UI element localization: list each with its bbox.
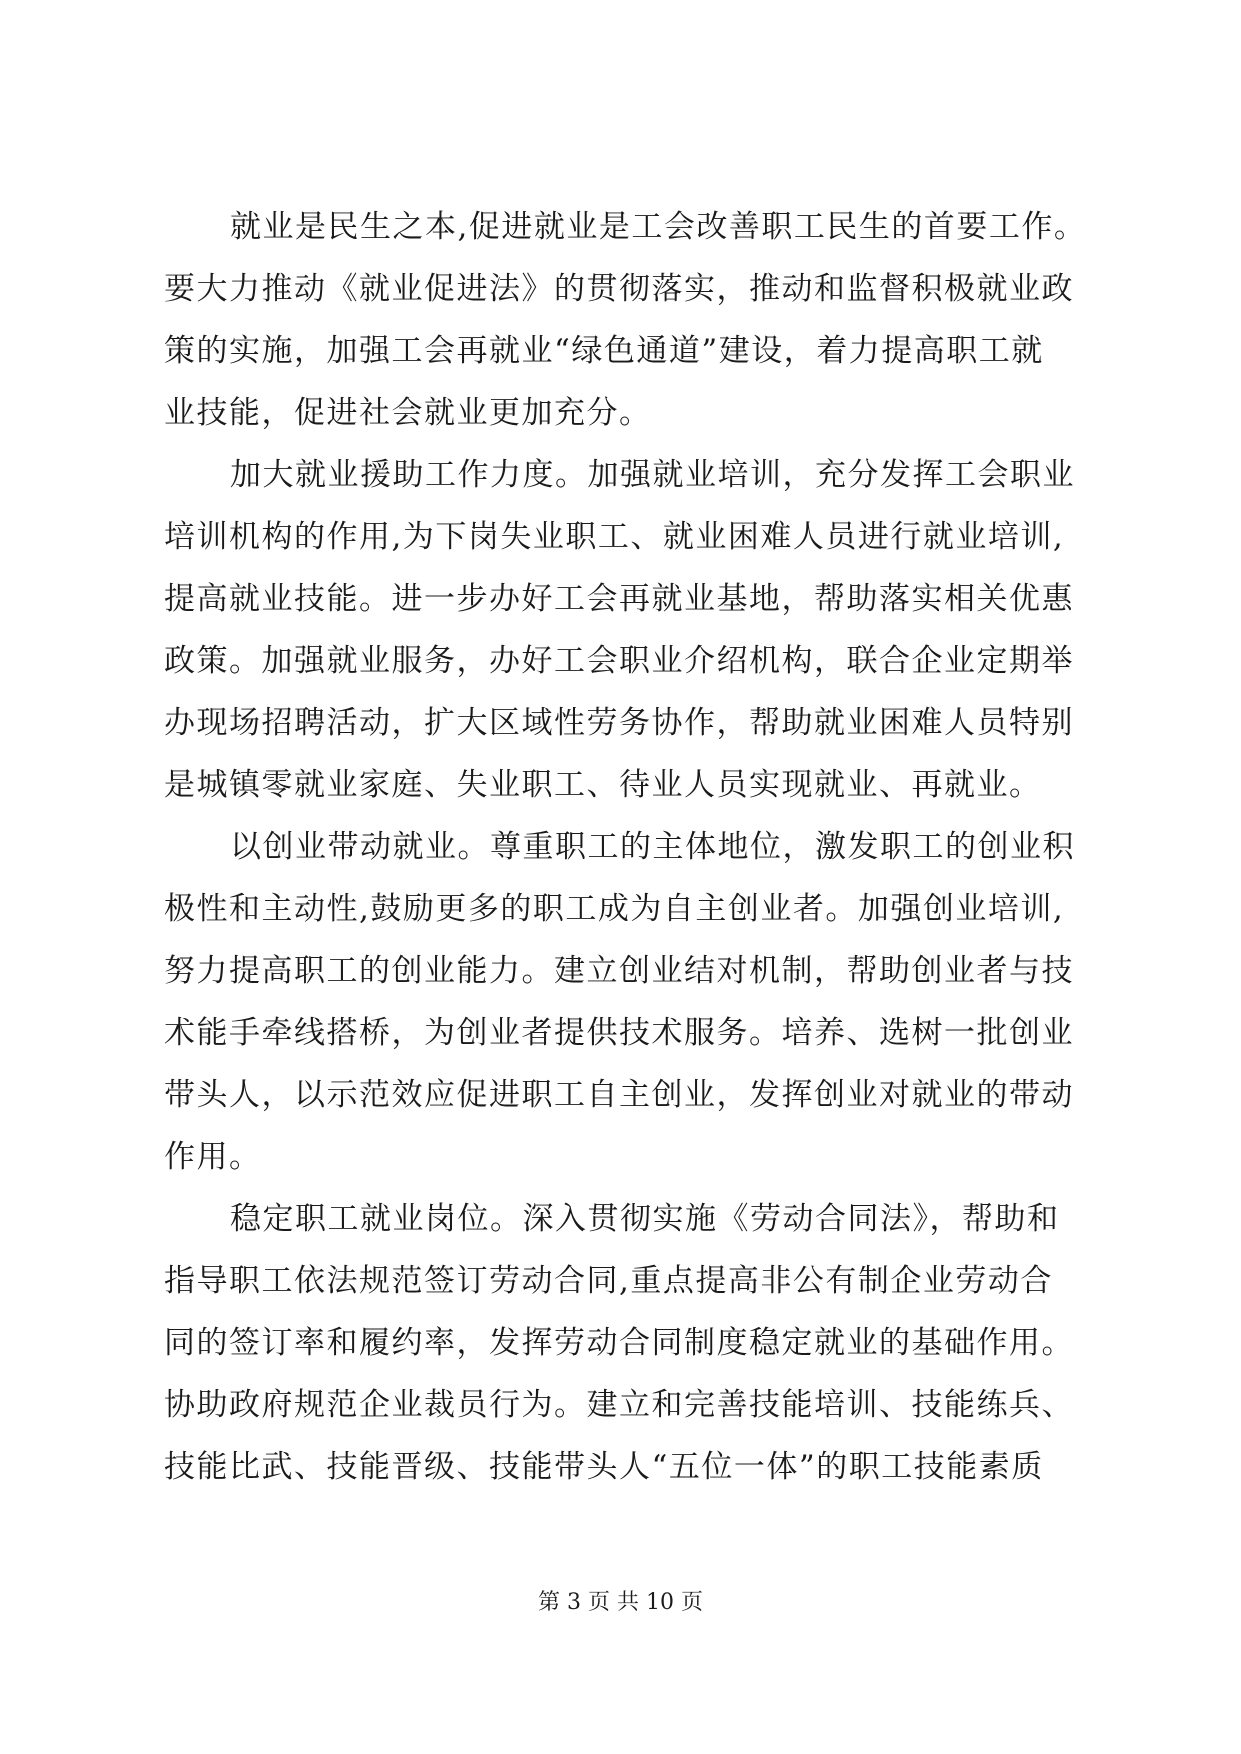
text-line: 就业是民生之本,促进就业是工会改善职工民生的首要工作。: [230, 209, 1087, 245]
document-body: [164, 196, 1087, 1498]
text-line: 术能手牵线搭桥，为创业者提供技术服务。培养、选树一批创业: [164, 1015, 1074, 1051]
text-line: 作用。: [164, 1139, 262, 1175]
text-line: 以创业带动就业。尊重职工的主体地位，激发职工的创业积: [230, 829, 1075, 865]
text-line: 极性和主动性,鼓励更多的职工成为自主创业者。加强创业培训,: [164, 891, 1065, 927]
text-line: 同的签订率和履约率，发挥劳动合同制度稳定就业的基础作用。: [164, 1325, 1074, 1361]
text-line: 办现场招聘活动，扩大区域性劳务协作，帮助就业困难人员特别: [164, 705, 1074, 741]
text-line: 加大就业援助工作力度。加强就业培训，充分发挥工会职业: [230, 457, 1075, 493]
text-line: 指导职工依法规范签订劳动合同,重点提高非公有制企业劳动合: [164, 1263, 1053, 1299]
paragraph-job-stability: [164, 1188, 1084, 1498]
text-line: 带头人，以示范效应促进职工自主创业，发挥创业对就业的带动: [164, 1077, 1074, 1113]
text-line: 业技能，促进社会就业更加充分。: [164, 395, 652, 431]
text-line: 协助政府规范企业裁员行为。建立和完善技能培训、技能练兵、: [164, 1387, 1074, 1423]
paragraph-employment-assistance: [164, 444, 1084, 816]
text-line: 提高就业技能。进一步办好工会再就业基地，帮助落实相关优惠: [164, 581, 1074, 617]
text-line: 要大力推动《就业促进法》的贯彻落实，推动和监督积极就业政: [164, 271, 1074, 307]
text-line: 培训机构的作用,为下岗失业职工、就业困难人员进行就业培训,: [164, 519, 1065, 555]
text-line: 稳定职工就业岗位。深入贯彻实施《劳动合同法》，帮助和: [230, 1201, 1060, 1237]
text-line: 技能比武、技能晋级、技能带头人“五位一体”的职工技能素质: [164, 1449, 1044, 1485]
paragraph-entrepreneurship: [164, 816, 1084, 1188]
text-line: 是城镇零就业家庭、失业职工、待业人员实现就业、再就业。: [164, 767, 1042, 803]
paragraph-employment-basis: [164, 196, 1087, 444]
text-line: 政策。加强就业服务，办好工会职业介绍机构，联合企业定期举: [164, 643, 1074, 679]
text-line: 策的实施，加强工会再就业“绿色通道”建设，着力提高职工就: [164, 333, 1044, 369]
text-line: 努力提高职工的创业能力。建立创业结对机制，帮助创业者与技: [164, 953, 1074, 989]
page-number-footer: 第 3 页 共 10 页: [538, 1590, 703, 1615]
